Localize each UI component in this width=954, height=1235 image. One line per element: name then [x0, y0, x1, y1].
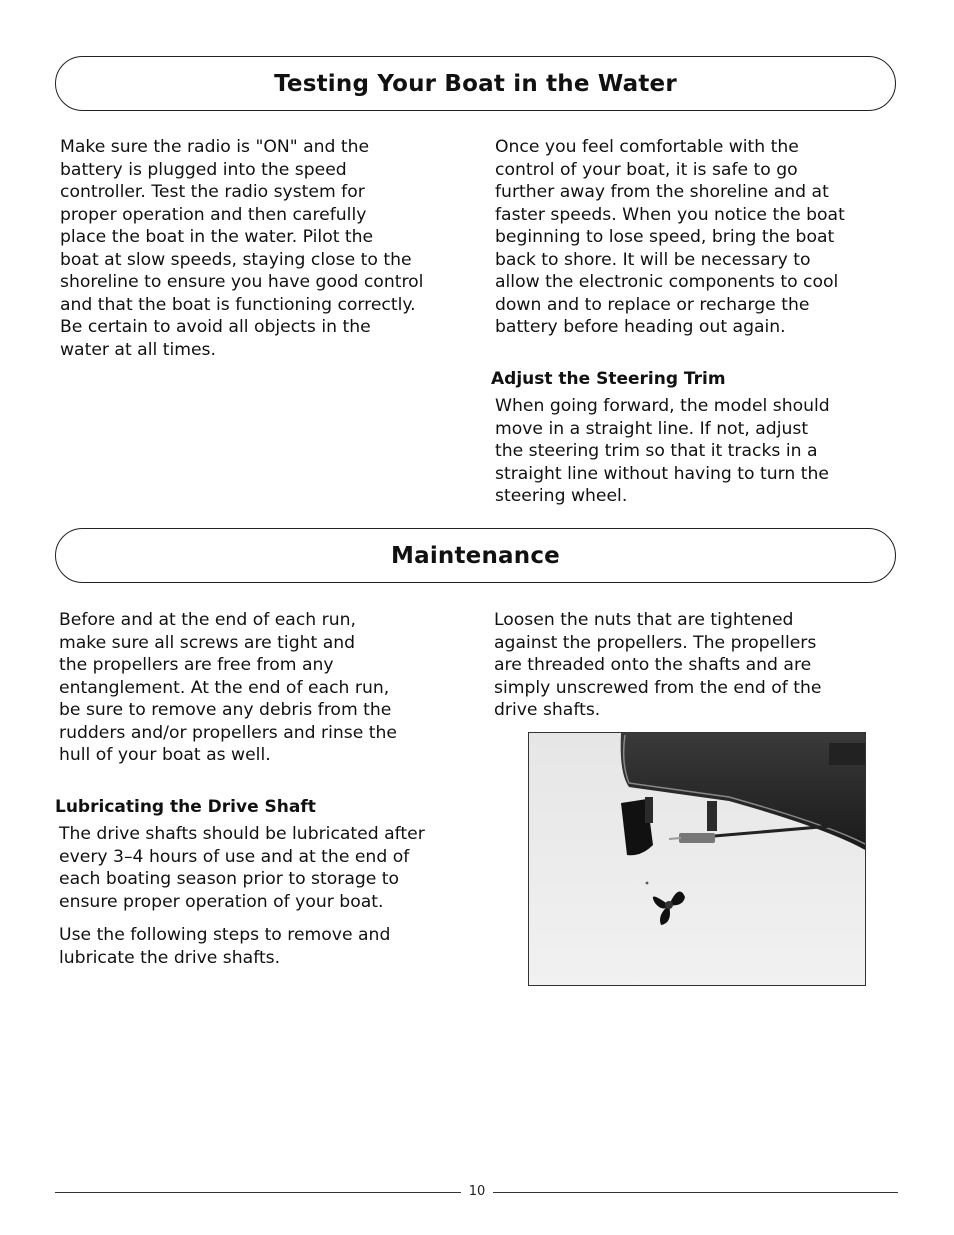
text-line: move in a straight line. If not, adjust: [495, 418, 809, 439]
footer-rule-left: [55, 1192, 461, 1193]
steering-trim-heading: Adjust the Steering Trim: [491, 369, 726, 389]
section-banner-maintenance: [55, 528, 896, 583]
text-line: make sure all screws are tight and: [59, 632, 356, 653]
section-title-testing: Testing Your Boat in the Water: [274, 70, 677, 97]
text-line: Loosen the nuts that are tightened: [494, 610, 794, 630]
text-line: Use the following steps to remove and: [59, 925, 391, 945]
text-line: are threaded onto the shafts and are: [494, 655, 812, 675]
lubricating-heading: Lubricating the Drive Shaft: [55, 797, 316, 817]
text-line: controller. Test the radio system for: [60, 182, 365, 202]
text-line: battery before heading out again.: [495, 317, 786, 337]
text-line: every 3–4 hours of use and at the end of: [59, 846, 410, 867]
text-line: back to shore. It will be necessary to: [495, 249, 811, 270]
steering-trim-paragraph: [495, 395, 830, 508]
text-line: water at all times.: [60, 339, 216, 360]
text-line: Make sure the radio is "ON" and the: [60, 137, 370, 157]
text-line: and that the boat is functioning correctly.: [60, 294, 416, 315]
text-line: hull of your boat as well.: [59, 745, 271, 765]
text-line: simply unscrewed from the end of the: [494, 677, 822, 698]
text-line: shoreline to ensure you have good control: [60, 272, 424, 292]
text-line: boat at slow speeds, staying close to the: [60, 249, 412, 270]
text-line: straight line without having to turn the: [495, 463, 829, 484]
text-line: against the propellers. The propellers: [494, 632, 817, 653]
testing-further-paragraph: [495, 136, 845, 339]
lubricating-paragraph: [59, 823, 425, 913]
text-line: ensure proper operation of your boat.: [59, 891, 384, 912]
maintenance-intro-paragraph: [59, 609, 397, 767]
text-line: each boating season prior to storage to: [59, 869, 400, 889]
text-line: entanglement. At the end of each run,: [59, 677, 390, 698]
text-line: beginning to lose speed, bring the boat: [495, 227, 835, 247]
text-line: be sure to remove any debris from the: [59, 700, 392, 720]
text-line: rudders and/or propellers and rinse the: [59, 722, 397, 743]
page-number: 10: [468, 1184, 486, 1199]
text-line: the propellers are free from any: [59, 655, 334, 675]
text-line: Be certain to avoid all objects in the: [60, 317, 371, 337]
text-line: lubricate the drive shafts.: [59, 947, 281, 968]
text-line: Before and at the end of each run,: [59, 610, 356, 630]
steps-intro-paragraph: [59, 924, 390, 969]
text-line: Once you feel comfortable with the: [495, 137, 799, 157]
section-title-maintenance: Maintenance: [391, 542, 560, 569]
text-line: steering wheel.: [495, 486, 628, 506]
text-line: drive shafts.: [494, 700, 601, 720]
propeller-photo-illustration: [529, 733, 866, 986]
footer-rule-right: [493, 1192, 898, 1193]
text-line: faster speeds. When you notice the boat: [495, 204, 845, 225]
loosen-nuts-paragraph: [494, 609, 821, 722]
text-line: allow the electronic components to cool: [495, 272, 839, 292]
text-line: place the boat in the water. Pilot the: [60, 227, 374, 247]
text-line: further away from the shoreline and at: [495, 182, 829, 202]
propeller-removal-photo: [528, 732, 866, 986]
testing-intro-paragraph: [60, 136, 423, 361]
section-banner-testing: [55, 56, 896, 111]
text-line: When going forward, the model should: [495, 396, 830, 416]
text-line: battery is plugged into the speed: [60, 159, 347, 180]
text-line: proper operation and then carefully: [60, 204, 367, 225]
text-line: down and to replace or recharge the: [495, 294, 810, 315]
text-line: The drive shafts should be lubricated after: [59, 824, 425, 844]
text-line: the steering trim so that it tracks in a: [495, 441, 818, 461]
text-line: control of your boat, it is safe to go: [495, 159, 798, 180]
